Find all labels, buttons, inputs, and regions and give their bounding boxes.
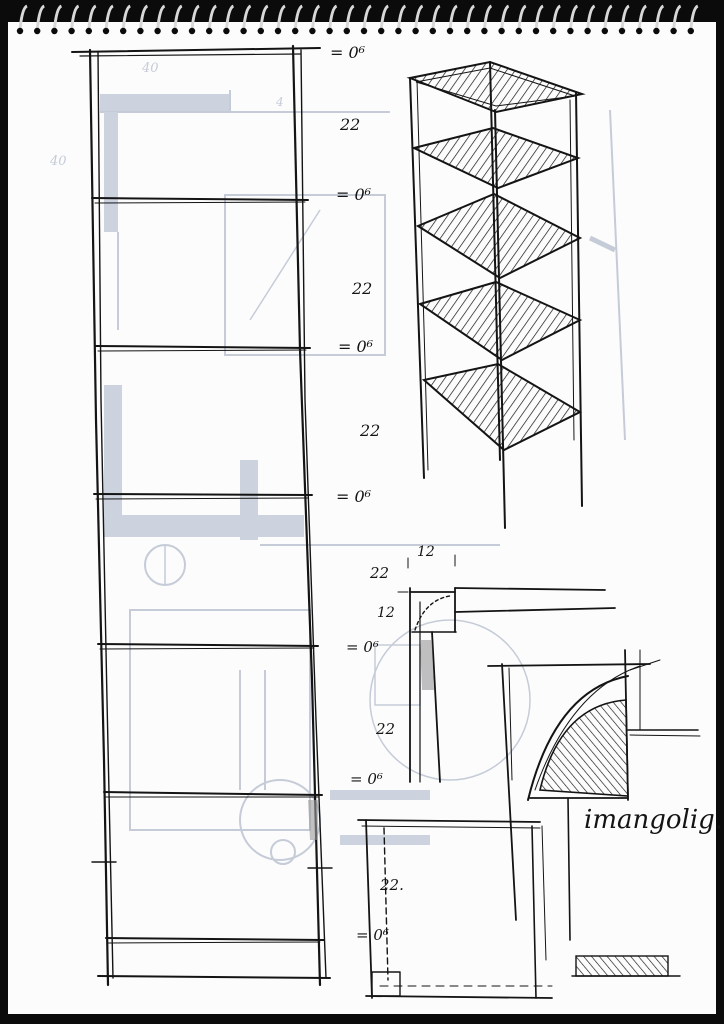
binding-hole: [498, 28, 504, 34]
binding-hole: [154, 28, 160, 34]
binding-hole: [653, 28, 659, 34]
binding-hole: [172, 28, 178, 34]
binding-hole: [516, 28, 522, 34]
binding-hole: [275, 28, 281, 34]
binding-hole: [344, 28, 350, 34]
binding-hole: [378, 28, 384, 34]
ghost-label-side: 40: [50, 154, 67, 169]
binding-hole: [68, 28, 74, 34]
binding-hole: [189, 28, 195, 34]
binding-hole: [619, 28, 625, 34]
binding-hole: [258, 28, 264, 34]
binding-hole: [430, 28, 436, 34]
binding-hole: [464, 28, 470, 34]
binding-hole: [137, 28, 143, 34]
dimension-label: = 0⁶: [338, 337, 374, 356]
binding-hole: [636, 28, 642, 34]
dimension-label: 22: [340, 115, 361, 134]
binding-hole: [86, 28, 92, 34]
binding-hole: [550, 28, 556, 34]
ghost-label-top-a: 40: [142, 61, 159, 76]
binding-hole: [51, 28, 57, 34]
binding-hole: [206, 28, 212, 34]
binding-hole: [481, 28, 487, 34]
dimension-label: = 0⁶: [336, 487, 372, 506]
binding-hole: [361, 28, 367, 34]
binding-hole: [567, 28, 573, 34]
corner-width-top-label: 12: [417, 544, 435, 560]
binding-hole: [412, 28, 418, 34]
corner-width-side-label: 12: [377, 605, 395, 621]
dimension-label: 22: [352, 279, 373, 298]
binding-hole: [34, 28, 40, 34]
ghost-label-top-b: 4: [276, 95, 284, 109]
binding-hole: [447, 28, 453, 34]
binding-hole: [670, 28, 676, 34]
binding-hole: [292, 28, 298, 34]
dimension-label: = 0⁶: [330, 43, 366, 62]
detail-dimension-label: = 0⁶: [346, 638, 379, 656]
detail-dimension-label: 22: [370, 564, 390, 582]
binding-hole: [240, 28, 246, 34]
corner-handwritten-label: imangolig.: [584, 805, 724, 835]
binding-hole: [533, 28, 539, 34]
binding-hole: [395, 28, 401, 34]
binding-hole: [584, 28, 590, 34]
detail-dimension-label: = 0⁶: [356, 926, 389, 944]
detail-dimension-label: 22.: [380, 876, 404, 894]
binding-hole: [326, 28, 332, 34]
binding-hole: [120, 28, 126, 34]
dimension-label: = 0⁶: [336, 185, 372, 204]
detail-dimension-label: = 0⁶: [350, 770, 383, 788]
binding-hole: [103, 28, 109, 34]
binding-hole: [309, 28, 315, 34]
binding-hole: [602, 28, 608, 34]
dimension-label: 22: [360, 421, 381, 440]
binding-hole: [688, 28, 694, 34]
detail-dimension-label: 22: [376, 720, 396, 738]
binding-hole: [223, 28, 229, 34]
binding-hole: [17, 28, 23, 34]
